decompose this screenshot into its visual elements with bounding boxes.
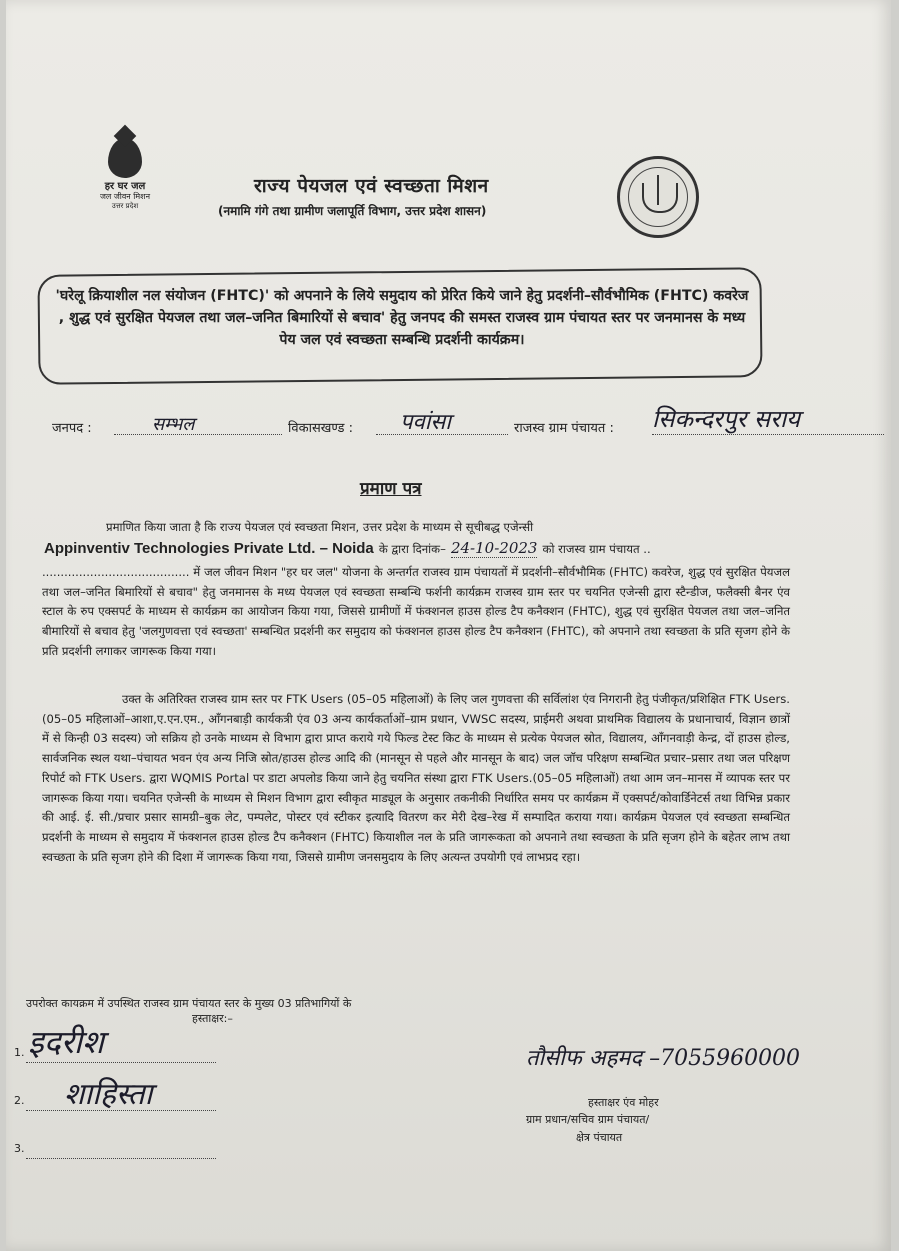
department-subtitle: (नमामि गंगे तथा ग्रामीण जलापूर्ति विभाग, उत्तर प्रदेश शासन) xyxy=(218,204,487,218)
logo-line1: हर घर जल xyxy=(104,181,146,192)
after-date-text: को राजस्व ग्राम पंचायत .. xyxy=(542,542,651,556)
panchayat-label: राजस्व ग्राम पंचायत : xyxy=(514,421,614,436)
official-line3: क्षेत्र पंचायत xyxy=(576,1131,623,1144)
participants-intro: उपरोक्त कायक्रम में उपस्थित राजस्व ग्राम पंचायत स्तर के मुख्य 03 प्रतिभागियों के xyxy=(26,997,352,1010)
water-drop-icon xyxy=(108,138,142,178)
participant-line-3 xyxy=(26,1158,216,1159)
official-line2: ग्राम प्रधान/सचिव ग्राम पंचायत/ xyxy=(526,1113,650,1126)
company-name: Appinventiv Technologies Private Ltd. – Noida xyxy=(44,540,374,557)
participants-signature-label: हस्ताक्षर:– xyxy=(192,1012,233,1025)
para1-intro: प्रमाणित किया जाता है कि राज्य पेयजल एवं स्वच्छता मिशन, उत्तर प्रदेश के माध्यम से सूचीबद्ध एजेन्सी xyxy=(106,520,534,534)
district-line xyxy=(114,434,282,435)
location-fields xyxy=(52,405,892,446)
block-label: विकासखण्ड : xyxy=(288,421,354,436)
participant-number-2: 2. xyxy=(14,1094,25,1107)
company-line xyxy=(44,538,804,562)
banner-text: 'घरेलू क्रियाशील नल संयोजन (FHTC)' को अपनाने के लिये समुदाय को प्रेरित किये जाने हेतु प्रदर्शनी–सौर्वभौमिक (FHTC) कवरेज , शुद्ध एवं सुरक्षित पेयजल तथा जल–जनित बिमारियों से बचाव' हेतु जनपद की समस्त राजस्व ग्राम पंचायत स्तर पर जनमानस के मध्य पेय जल एवं स्वच्छता सम्बन्धि प्रदर्शनी कार्यक्रम। xyxy=(55,288,749,348)
panchayat-value: सिकन्दरपुर सराय xyxy=(652,405,801,433)
district-value: सम्भल xyxy=(152,414,195,435)
by-date-label: के द्वारा दिनांक– xyxy=(378,542,446,556)
up-government-seal xyxy=(617,156,699,238)
date-value: 24-10-2023 xyxy=(450,539,538,557)
har-ghar-jal-logo xyxy=(84,138,166,211)
participant-signature-2: शाहिस्ता xyxy=(64,1077,153,1112)
para2-body: उक्त के अतिरिक्त राजस्व ग्राम स्तर पर FTK Users (05–05 महिलाओं) के लिए जल गुणवत्ता की सर्विलांश एंव निगरानी हेतु पंजीकृत/प्रशिक्षित FTK Users.(05–05 महिलाओं–आशा,ए.एन.एम., आँगनबाड़ी कार्यकत्री एंव 03 अन्य कार्यकर्ताओं–ग्राम प्रधान, VWSC सदस्य, प्राईमरी अथवा प्राथमिक विद्यालय के प्रधानाचार्य, विज्ञान छात्रों में से किन्ही 03 सदस्य) जो सक्रिय हो उनके माध्यम से विभाग द्वारा प्राप्त कराये गये फिल्ड टेस्ट किट के माध्यम से प्रत्येक पेयजल स्रोत, विद्यालय, आँगनवाड़ी केन्द्र, दों हाउस होल्ड, सार्वजनिक स्थल यथा–पंचायत भवन एंव अन्य निजि स्रोत/हाउस होल्ड आदि की (मानसून से पहले और मानसून के बाद) जल जॉच परिक्षण सम्बन्धित प्रचार–प्रसार तथा जल परिक्षण रिपोर्ट को FTK Users. द्वारा WQMIS Portal पर डाटा अपलोड किया जाने हेतु चयनित संस्था द्वारा FTK Users.(05–05 महिलाओं) तथा आम जन–मानस में व्यापक स्तर पर जागरूक किया गया। चयनित एजेन्सी के माध्यम से मिशन विभाग द्वारा स्वीकृत माड्यूल के अनुसार तकनीकी निर्धारित समय पर कार्यक्रम में एक्सपर्ट/कोवार्डिनेटर्स तथा विभिन्न प्रकार की आई. ई. सी./प्रचार प्रसार सामग्री–बुक लेट, पम्पलेट, पोस्टर एवं स्टीकर इत्यादि वितरण कर मेरी देख–रेख में सम्पादित कराया गया। कार्यक्रम पेयजल एवं स्वच्छता सम्बन्धित प्रदर्शनी के माध्यम से समुदाय में फंक्शनल हाउस होल्ड टैप कनैक्शन (FHTC) कियाशील नल के प्रति जागरूकता को अपनाने तथा स्वच्छता के प्रति सृजग होने के बहेतर लाभ तथा स्वच्छता के प्रति सृजग होने की दिशा में जागरूक किया गया, जिससे ग्रामीण जनसमुदाय के लिए अत्यन्त उपयोगी एवं लाभप्रद रहा। xyxy=(42,692,790,864)
para1-body: ........................................ में जल जीवन मिशन "हर घर जल" योजना के अन्तर्गत राजस्व ग्राम पंचायतों में प्रदर्शनी–सौर्वभौमिक (FHTC) कवरेज, शुद्ध एवं सुरक्षित पेयजल तथा जल–जनित बिमारियों से बचाव" हेतु जनमानस के मध्य पेयजल एवं स्वच्छता सम्बन्धि फर्शनी कार्यक्रम राजस्व ग्राम स्तर पर चयनित एजेन्सी द्वारा स्टैन्डीज, फलैक्सी बैनर एंव स्टाल के रुप एक्सपर्ट के माध्यम से कार्यक्रम का आयोजन किया गया, जिससे ग्रामीणों में फंक्शनल हाउस होल्ड टैप कनैक्शन (FHTC), शुद्ध एवं सुरक्षित पेयजल तथा जल–जनित बीमारियों से बचाव हेतु 'जलगुणवत्ता एवं स्वच्छता' सम्बन्धित प्रदर्शनी कर समुदाय को फंक्शनल हाउस होल्ड टैप कनैक्शन (FHTC), को अपनाने तथा स्वच्छता के प्रति सृजग होने के प्रति प्रदर्शनी लगाकर जागरूक किया गया। xyxy=(42,565,790,658)
participant-number-3: 3. xyxy=(14,1142,25,1155)
official-line1: हस्ताक्षर एंव मोहर xyxy=(588,1096,659,1109)
mission-title: राज्य पेयजल एवं स्वच्छता मिशन xyxy=(254,175,489,197)
official-signature: तौसीफ अहमद –7055960000 xyxy=(526,1046,801,1071)
block-value: पवांसा xyxy=(400,410,451,435)
district-label: जनपद : xyxy=(52,421,92,436)
participant-number-1: 1. xyxy=(14,1046,25,1059)
document-page xyxy=(6,0,891,1251)
emblem-icon xyxy=(642,183,678,213)
logo-line3: उत्तर प्रदेश xyxy=(111,202,139,210)
logo-line2: जल जीवन मिशन xyxy=(99,192,151,201)
participant-signature-1: इदरीश xyxy=(28,1023,104,1061)
certificate-title: प्रमाण पत्र xyxy=(360,479,422,499)
